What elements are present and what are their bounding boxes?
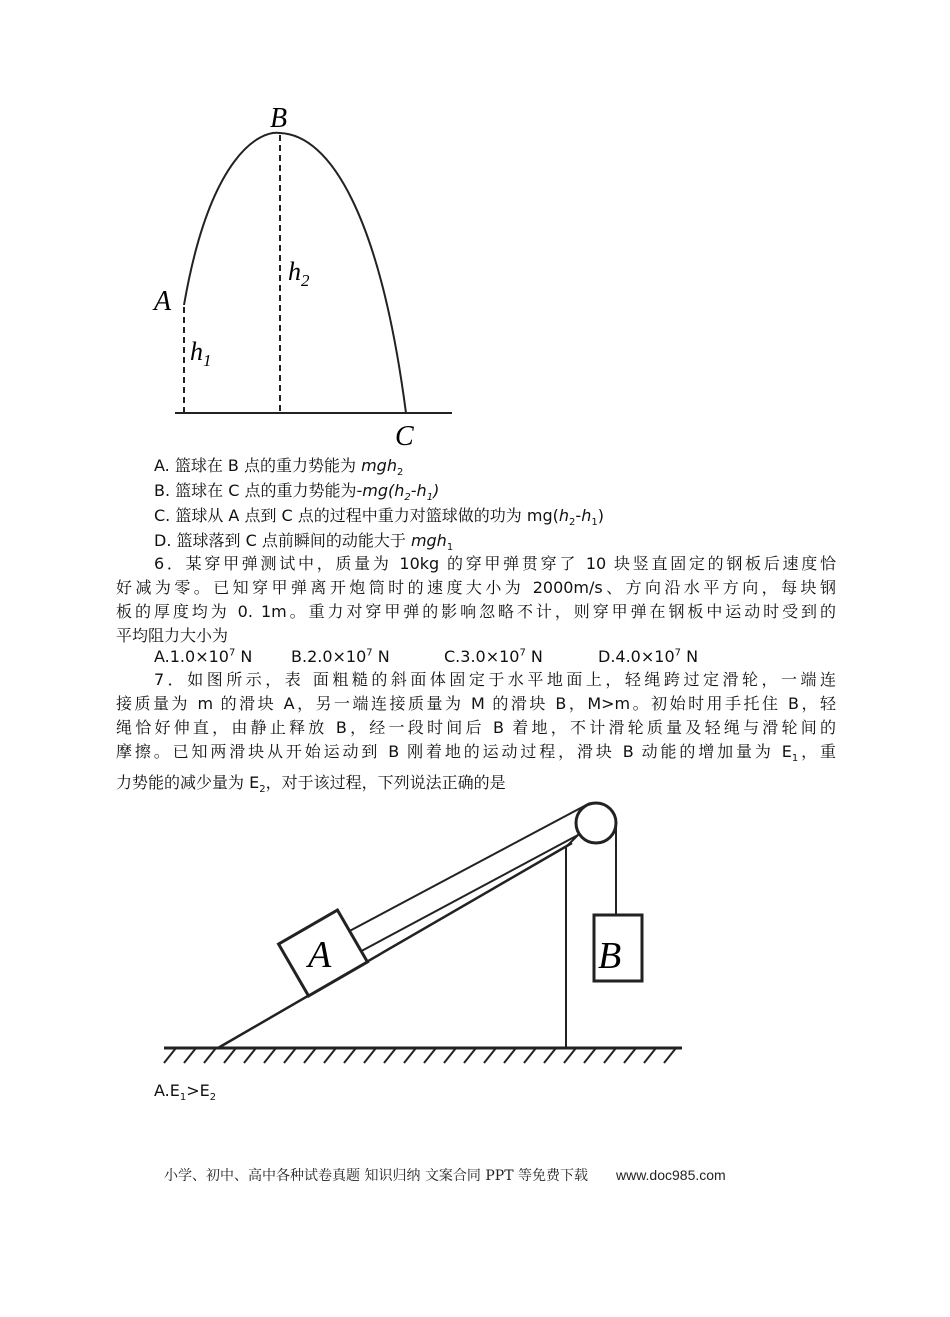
q6-option-c: $C.3.0\times 10^7$ N — [444, 647, 543, 666]
point-c-label: C — [395, 421, 414, 452]
q6-option-d: $D.4.0\times 10^7$ N — [598, 647, 699, 666]
point-b-label: B — [270, 103, 288, 134]
q6-line-1: 6．某穿甲弹测试中，质量为 10kg 的穿甲弹贯穿了 10 块竖直固定的钢板后速度恰 — [154, 554, 836, 573]
point-a-label: A — [154, 286, 172, 317]
footer-url[interactable]: www.doc985.com — [615, 1167, 726, 1183]
q7-line-2: 接质量为 m 的滑块 A，另一端连接质量为 M 的滑块 B，M>m。初始时用手托住 B，轻 — [116, 694, 836, 713]
q5-option-b: B. 篮球在 C 点的重力势能为$-mg(h_2-h_1)$ — [154, 481, 440, 504]
incline-surface — [218, 843, 572, 1048]
q7-line-3: 绳恰好伸直，由静止释放 B，经一段时间后 B 着地，不计滑轮质量及轻绳与滑轮间的 — [116, 718, 836, 737]
q6-stem — [116, 552, 836, 648]
footer-text: 小学、初中、高中各种试卷真题 知识归纳 文案合同 PPT 等免费下载 — [164, 1168, 588, 1184]
ground-hatching — [164, 1048, 676, 1063]
rope-to-a-lower — [354, 835, 578, 955]
h2-label: $h_2$ — [288, 257, 310, 290]
q6-option-a: $A.1.0\times 10^7$ N — [154, 647, 253, 666]
q7-option-a: $A.E_1>E_2$ — [154, 1081, 217, 1104]
q6-line-2: 好减为零。已知穿甲弹离开炮筒时的速度大小为 2000m/s、方向沿水平方向，每块钢 — [116, 578, 836, 597]
q5-option-d: D. 篮球落到 C 点前瞬间的动能大于 mgh$_1$ — [154, 531, 454, 554]
q6-line-3: 板的厚度均为 0. 1m。重力对穿甲弹的影响忽略不计，则穿甲弹在钢板中运动时受到的 — [116, 602, 836, 621]
q7-line-1: 7．如图所示，表 面粗糙的斜面体固定于水平地面上，轻绳跨过定滑轮，一端连 — [154, 670, 836, 689]
q5-option-a: A. 篮球在 B 点的重力势能为 mgh$_2$ — [154, 456, 404, 479]
q7-stem — [116, 668, 836, 802]
q6-line-4: 平均阻力大小为 — [116, 626, 229, 645]
q7-line-5: 力势能的减少量为 $E_2$，对于该过程，下列说法正确的是 — [116, 773, 506, 796]
q5-option-c: C. 篮球从 A 点到 C 点的过程中重力对篮球做的功为 $mg(h_2-h_1)$ — [154, 506, 604, 529]
block-b-label: B — [598, 935, 622, 977]
block-a-label: A — [308, 934, 332, 976]
q7-line-4: 摩擦。已知两滑块从开始运动到 B 刚着地的运动过程，滑块 B 动能的增加量为 $E_1$，重 — [116, 742, 836, 765]
incline-pulley-figure — [160, 795, 690, 1070]
page-footer — [164, 1165, 726, 1185]
h1-label: $h_1$ — [190, 337, 212, 370]
q6-option-b: $B.2.0\times 10^7$ N — [291, 647, 390, 666]
rope-to-a — [342, 803, 590, 935]
pulley — [576, 803, 616, 843]
trajectory-figure — [140, 95, 470, 455]
